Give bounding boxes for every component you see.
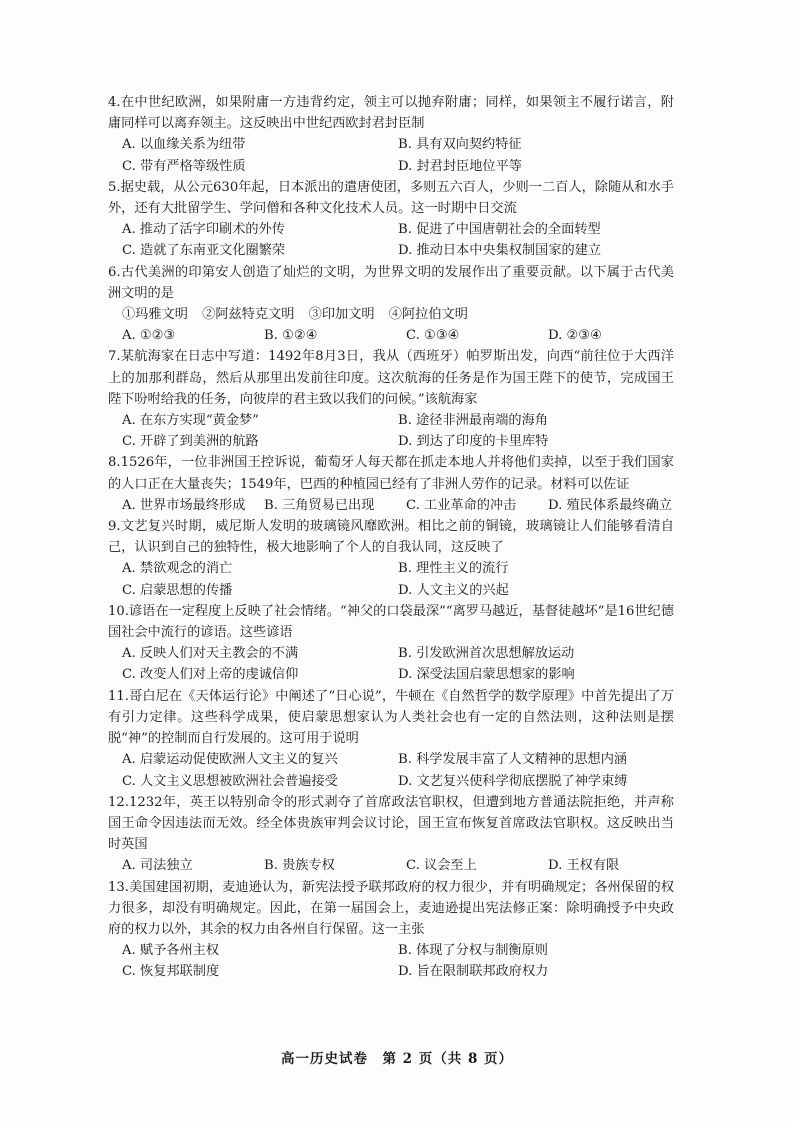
option-d: D. 旨在限制联邦政府权力	[398, 964, 549, 980]
question-4	[108, 92, 674, 177]
question-11	[108, 686, 674, 792]
option-a: A. 司法独立	[122, 858, 193, 874]
option-b: B. 引发欧洲首次思想解放运动	[398, 646, 575, 662]
option-group	[122, 558, 674, 600]
option-group	[122, 134, 674, 176]
question-stem: 12.1232年，英王以特别命令的形式剥夺了首席政法官职权，但遭到地方普通法院拒绝，并声称国王命令因违法而无效。经全体贵族审判会议讨论，国王宣布恢复首席政法官职权。这反映出当时英国	[108, 794, 674, 853]
question-stem: 11.哥白尼在《天体运行论》中阐述了“日心说”，牛顿在《自然哲学的数学原理》中首先提出了万有引力定律。这些科学成果，使启蒙思想家认为人类社会也有一定的自然法则，这种法则是摆脱“神”的控制而自行发展的。这可用于说明	[108, 688, 674, 747]
option-b: B. ①②④	[264, 328, 318, 344]
question-13	[108, 877, 674, 983]
option-d: D. 推动日本中央集权制国家的建立	[398, 243, 602, 259]
option-c: C. 造就了东南亚文化圈繁荣	[122, 243, 286, 259]
option-b: B. 理性主义的流行	[398, 561, 509, 577]
option-b: B. 贵族专权	[264, 858, 335, 874]
question-stem: 5.据史载，从公元630年起，日本派出的遣唐使团，多则五六百人，少则一二百人，除随从和水手外，还有大批留学生、学问僧和各种文化技术人员。这一时期中日交流	[108, 179, 674, 217]
option-d: D. ②③④	[548, 328, 602, 344]
question-stem: 6.古代美洲的印第安人创造了灿烂的文明，为世界文明的发展作出了重要贡献。以下属于古代美洲文明的是	[108, 264, 674, 301]
question-5	[108, 177, 674, 262]
question-stem: 10.谚语在一定程度上反映了社会情绪。“神父的口袋最深”“离罗马越近，基督徒越坏”是16世纪德国社会中流行的谚语。这些谚语	[108, 603, 674, 641]
item-2: ②阿兹特克文明	[202, 307, 295, 323]
option-group	[122, 940, 674, 982]
option-group	[122, 643, 674, 685]
option-b: B. 体现了分权与制衡原则	[398, 943, 548, 959]
option-d: D. 深受法国启蒙思想家的影响	[398, 667, 575, 683]
question-stem: 8.1526年，一位非洲国王控诉说，葡萄牙人每天都在抓走本地人并将他们卖掉，以至于我们国家的人口正在大量丧失；1549年，巴西的种植园已经有了非洲人劳作的记录。材料可以佐证	[108, 455, 674, 492]
option-group	[122, 219, 674, 261]
option-c: C. 人文主义思想被欧洲社会普遍接受	[122, 773, 338, 789]
option-c: C. 工业革命的冲击	[406, 497, 517, 513]
option-b: B. 具有双向契约特征	[398, 137, 522, 153]
option-a: A. 反映人们对天主教会的不满	[122, 646, 299, 662]
question-6	[108, 262, 674, 347]
item-3: ③印加文明	[308, 307, 375, 323]
option-d: D. 文艺复兴使科学彻底摆脱了神学束缚	[398, 773, 628, 789]
question-list	[108, 92, 674, 983]
item-4: ④阿拉伯文明	[388, 307, 468, 323]
question-stem: 7.某航海家在日志中写道：1492年8月3日，我从（西班牙）帕罗斯出发，向西“前往位于大西洋上的加那利群岛，然后从那里出发前往印度。这次航海的任务是作为国王陛下的使节，完成国王陛下吩咐给我的任务，向彼岸的君主致以我们的问候。”该航海家	[108, 349, 674, 407]
option-d: D. 殖民体系最终确立	[548, 497, 672, 513]
option-c: C. 启蒙思想的传播	[122, 582, 233, 598]
option-b: B. 促进了中国唐朝社会的全面转型	[398, 222, 601, 238]
option-group	[122, 410, 674, 452]
question-8	[108, 452, 674, 516]
question-7	[108, 346, 674, 452]
option-group	[122, 855, 674, 876]
question-9	[108, 516, 674, 601]
question-12	[108, 792, 674, 877]
option-a: A. 以血缘关系为纽带	[122, 137, 246, 153]
option-a: A. ①②③	[122, 328, 176, 344]
option-a: A. 启蒙运动促使欧洲人文主义的复兴	[122, 752, 338, 768]
option-b: B. 科学发展丰富了人文精神的思想内涵	[398, 752, 628, 768]
option-a: A. 推动了活字印刷术的外传	[122, 222, 285, 238]
option-d: D. 王权有限	[548, 858, 620, 874]
option-c: C. 恢复邦联制度	[122, 964, 220, 980]
option-a: A. 在东方实现“黄金梦”	[122, 413, 259, 429]
option-c: C. ①③④	[406, 328, 460, 344]
option-a: A. 赋予各州主权	[122, 943, 220, 959]
option-group	[122, 325, 674, 346]
page-footer: 高一历史试卷 第 2 页（共 8 页）	[280, 1051, 514, 1067]
question-stem: 13.美国建国初期，麦迪逊认为，新宪法授予联邦政府的权力很少，并有明确规定；各州保留的权力很多，却没有明确规定。因此，在第一届国会上，麦迪逊提出宪法修正案：除明确授予中央政府的权力以外，其余的权力由各州自行保留。这一主张	[108, 879, 674, 937]
item-1: ①玛雅文明	[122, 307, 188, 323]
option-b: B. 三角贸易已出现	[264, 497, 375, 513]
option-c: C. 议会至上	[406, 858, 477, 874]
option-c: C. 带有严格等级性质	[122, 158, 246, 174]
numbered-items	[122, 304, 674, 325]
question-stem: 9.文艺复兴时期，威尼斯人发明的玻璃镜风靡欧洲。相比之前的铜镜，玻璃镜让人们能够看清自己，认识到自己的独特性，极大地影响了个人的自我认同，这反映了	[108, 519, 674, 556]
option-c: C. 开辟了到美洲的航路	[122, 434, 259, 450]
option-d: D. 到达了印度的卡里库特	[398, 434, 549, 450]
question-10	[108, 601, 674, 686]
option-c: C. 改变人们对上帝的虔诚信仰	[122, 667, 299, 683]
option-d: D. 封君封臣地位平等	[398, 158, 522, 174]
option-a: A. 禁欲观念的消亡	[122, 561, 233, 577]
option-group	[122, 495, 674, 516]
question-stem: 4.在中世纪欧洲，如果附庸一方违背约定，领主可以抛弃附庸；同样，如果领主不履行诺言，附庸同样可以离弃领主。这反映出中世纪西欧封君封臣制	[108, 95, 674, 132]
option-a: A. 世界市场最终形成	[122, 497, 246, 513]
option-b: B. 途径非洲最南端的海角	[398, 413, 548, 429]
option-d: D. 人文主义的兴起	[398, 582, 509, 598]
option-group	[122, 749, 674, 791]
